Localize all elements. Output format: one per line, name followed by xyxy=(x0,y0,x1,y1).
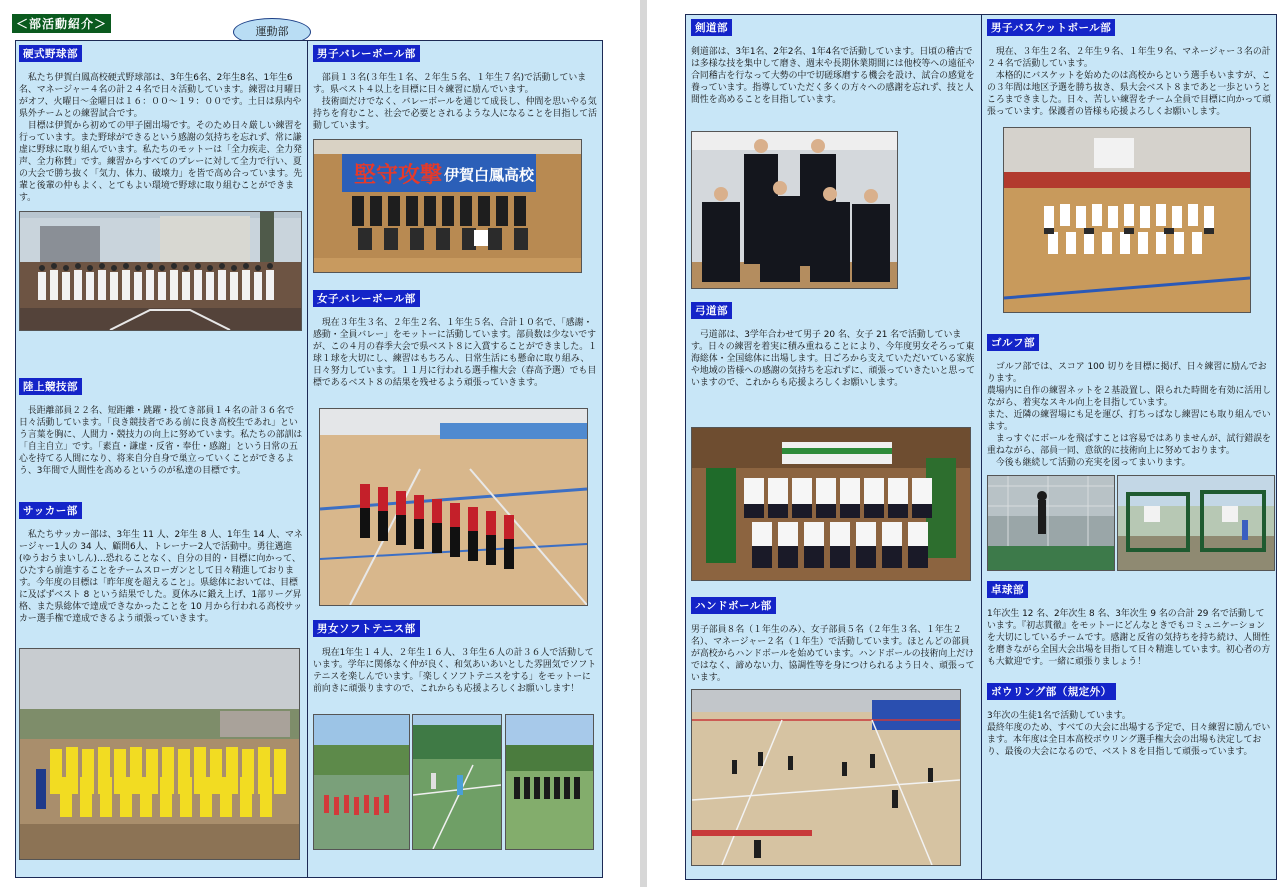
right-column-2 xyxy=(981,14,1277,880)
text-kendo: 剣道部は、3年1名、2年2名、1年4名で活動しています。日頃の稽古では多様な技を集中して磨き、週末や長期休業期間には他校等への遠征や合同稽古を行なって大勢の中で切磋琢磨する機会を設け、試合の感覚を養っています。指導していただく多くの方々への感謝を忘れず、技と人間性を高めることを目指しています。 xyxy=(691,47,975,105)
heading-kendo: 剣道部 xyxy=(691,19,732,36)
heading-boys-basketball: 男子バスケットボール部 xyxy=(987,19,1115,36)
text-soccer: 私たちサッカー部は、3年生 11 人、2年生 8 人、1年生 14 人、マネージャー1人の 34 人、顧問6人、トレーナー2人で活動中。勇往邁進(ゆうおうまいしん)…恐れることなく、自分の目的・目標に向かって、ひたすら前進することをチームスローガンとして日々精進しております。今年度の目標は「昨年度を超えること」。県総体においては、目標に及ばずベスト 8 という結果でした。夏休みに鍛え上げ、1部リーグ昇格、また県総体で達成できなかったことを 10 月から行われる高校サッカー選手権で達成できるよう頑張っていきます。 xyxy=(19,530,303,624)
photo-girls-volleyball xyxy=(319,408,588,606)
left-column-1 xyxy=(15,40,308,878)
right-page xyxy=(647,0,1287,887)
text-boys-volleyball: 部員１３名(３年生１名、２年生５名、１年生７名)で活動しています。県ベスト４以上を目標に日々練習に励んでいます。 技術面だけでなく、バレーボールを通じて成長し、仲間を思いやる気持ちを育むこと、社会で必要とされるような人になることを目指して活動しています。 xyxy=(313,73,597,131)
text-handball: 男子部員８名（１年生のみ）、女子部員５名（２年生３名、１年生２名）、マネージャー２名（１年生）で活動しています。ほとんどの部員が高校からハンドボールを始めています。ハンドボールの技術向上だけではなく、諦めない力、協調性等を身につけられるよう日々、頑張っています。 xyxy=(691,625,975,683)
text-boys-basketball: 現在、３年生２名、２年生９名、１年生９名、マネージャー３名の計２４名で活動しています。 本格的にバスケットを始めたのは高校からという選手もいますが、この３年間は地区予選を勝ち抜き、県大会ベスト８まであと一歩というところまできました。日々、苦しい練習をチーム全員で目標に向かって頑張っています。保護者の皆様も応援よろしくお願いします。 xyxy=(987,47,1271,117)
photo-baseball-team xyxy=(19,211,302,331)
photo-handball xyxy=(691,689,961,866)
text-kyudo: 弓道部は、3学年合わせて男子 20 名、女子 21 名で活動しています。日々の練習を着実に積み重ねることにより、今年度男女そろって東海総体・全国総体に出場します。日ごろから支えていただいている家族や地域の皆様への感謝の気持ちを忘れずに、頑張っていきたいと思っていますので、これからも応援よろしくお願いします。 xyxy=(691,330,975,388)
photo-golf-2 xyxy=(1117,475,1275,571)
heading-bowling: ボウリング部（規定外） xyxy=(987,683,1116,700)
text-athletics: 長距離部員２２名、短距離・跳躍・投てき部員１４名の計３６名で日々活動しています。「良き競技者である前に良き高校生であれ」という言葉を胸に、人間力・競技力の向上に努めています。私たちの部訓は「自主自立」です。「素直・謙虚・反省・奉仕・感謝」という日常の五心を持てる人間になり、将来自分自身で巣立っていくことができるよう、3年間で人間性を高めるというのが私達の目標です。 xyxy=(19,406,303,476)
section-banner: ＜部活動紹介＞ xyxy=(12,14,111,33)
heading-girls-volleyball: 女子バレーボール部 xyxy=(313,290,420,307)
photo-soccer-team xyxy=(19,648,300,860)
heading-boys-volleyball: 男子バレーボール部 xyxy=(313,45,420,62)
photo-soft-tennis-1 xyxy=(313,714,410,850)
left-column-2 xyxy=(307,40,603,878)
heading-table-tennis: 卓球部 xyxy=(987,581,1028,598)
photo-boys-volleyball xyxy=(313,139,582,273)
category-oval: 運動部 xyxy=(233,18,311,46)
heading-soft-tennis: 男女ソフトテニス部 xyxy=(313,620,420,637)
text-golf: ゴルフ部では、スコア 100 切りを目標に掲げ、日々練習に励んでおります。 農場内に自作の練習ネットを２基設置し、限られた時間を有効に活用しながら、着実なスキル向上を目指しています。 また、近隣の練習場にも足を運び、打ちっぱなし練習にも取り組んでいます。 まっすぐにボールを飛ばすことは容易ではありませんが、試行錯誤を重ねながら、部員一同、意欲的に技術向上に努めております。 今後も継続して活動の充実を図ってまいります。 xyxy=(987,362,1271,468)
photo-soft-tennis-2 xyxy=(412,714,502,850)
page-gutter xyxy=(640,0,647,887)
photo-soft-tennis-3 xyxy=(505,714,594,850)
text-soft-tennis: 現在1年生１４人、２年生１６人、３年生６人の計３６人で活動しています。学年に関係なく仲が良く、和気あいあいとした雰囲気でソフトテニスを楽しんでいます。「楽しくソフトテニスをする」をモットーに前向きに頑張りますので、これからも応援よろしくお願いします！ xyxy=(313,648,597,694)
heading-baseball: 硬式野球部 xyxy=(19,45,82,62)
right-column-1 xyxy=(685,14,982,880)
text-bowling: 3年次の生徒1名で活動しています。 最終年度のため、すべての大会に出場する予定で、日々練習に励んでいます。本年度は全日本高校ボウリング選手権大会の出場も決定しており、最後の大会になるので、ベスト８を目指して頑張っています。 xyxy=(987,711,1271,757)
heading-athletics: 陸上競技部 xyxy=(19,378,82,395)
heading-soccer: サッカー部 xyxy=(19,502,82,519)
photo-boys-basketball xyxy=(1003,127,1251,313)
photo-golf-1 xyxy=(987,475,1115,571)
text-table-tennis: 1年次生 12 名、2年次生 8 名、3年次生 9 名の合計 29 名で活動しています。『初志貫徹』をモットーにどんなときでもコミュニケーションを大切にしているチームです。感謝と反省の気持ちを持ち続け、人間性を磨きながら全国大会出場を目指して日々精進しています。初心者の方も大歓迎です。一緒に頑張りましょう！ xyxy=(987,609,1271,667)
banner-school-text: 伊賀白鳳高校 xyxy=(444,166,535,184)
left-page xyxy=(0,0,640,887)
text-baseball: 私たち伊賀白鳳高校硬式野球部は、3年生6名、2年生8名、1年生6名、マネージャー４名の計２４名で日々活動しています。練習は月曜日がオフ、火曜日～金曜日は１６：００～１９：００です。土日は県内や県外チームとの練習試合です。 目標は伊賀から初めての甲子園出場です。そのため日々厳しい練習を行っています。また野球ができるという感謝の気持ちを忘れず、常に謙虚に野球に取り組んでいます。私たちのモットーは「全力疾走、全力発声、全力称賛」です。練習からすべてのプレーに対して全力で行い、夏の大会で勝ち抜く「気力、体力、破壊力」を皆で高め合っています。先輩と後輩の仲もよく、とてもよい環境で野球に取り組むことができます。 xyxy=(19,73,303,203)
photo-kendo xyxy=(691,131,898,289)
text-girls-volleyball: 現在３年生３名、２年生２名、１年生５名、合計１０名で、「感謝・感動・全員バレー」をモットーに活動しています。部員数は少ないですが、この４月の春季大会で県ベスト８に入賞することができました。１球１球を大切にし、練習はもちろん、日常生活にも懸命に取り組み、日々努力しています。１１月に行われる選手権大会（春高予選）でも目標であるベスト８の結果を残せるよう頑張っていきます。 xyxy=(313,318,597,388)
heading-golf: ゴルフ部 xyxy=(987,334,1039,351)
banner-slogan-text: 堅守攻撃 xyxy=(354,163,443,188)
heading-handball: ハンドボール部 xyxy=(691,597,776,614)
heading-kyudo: 弓道部 xyxy=(691,302,732,319)
photo-kyudo xyxy=(691,427,971,581)
